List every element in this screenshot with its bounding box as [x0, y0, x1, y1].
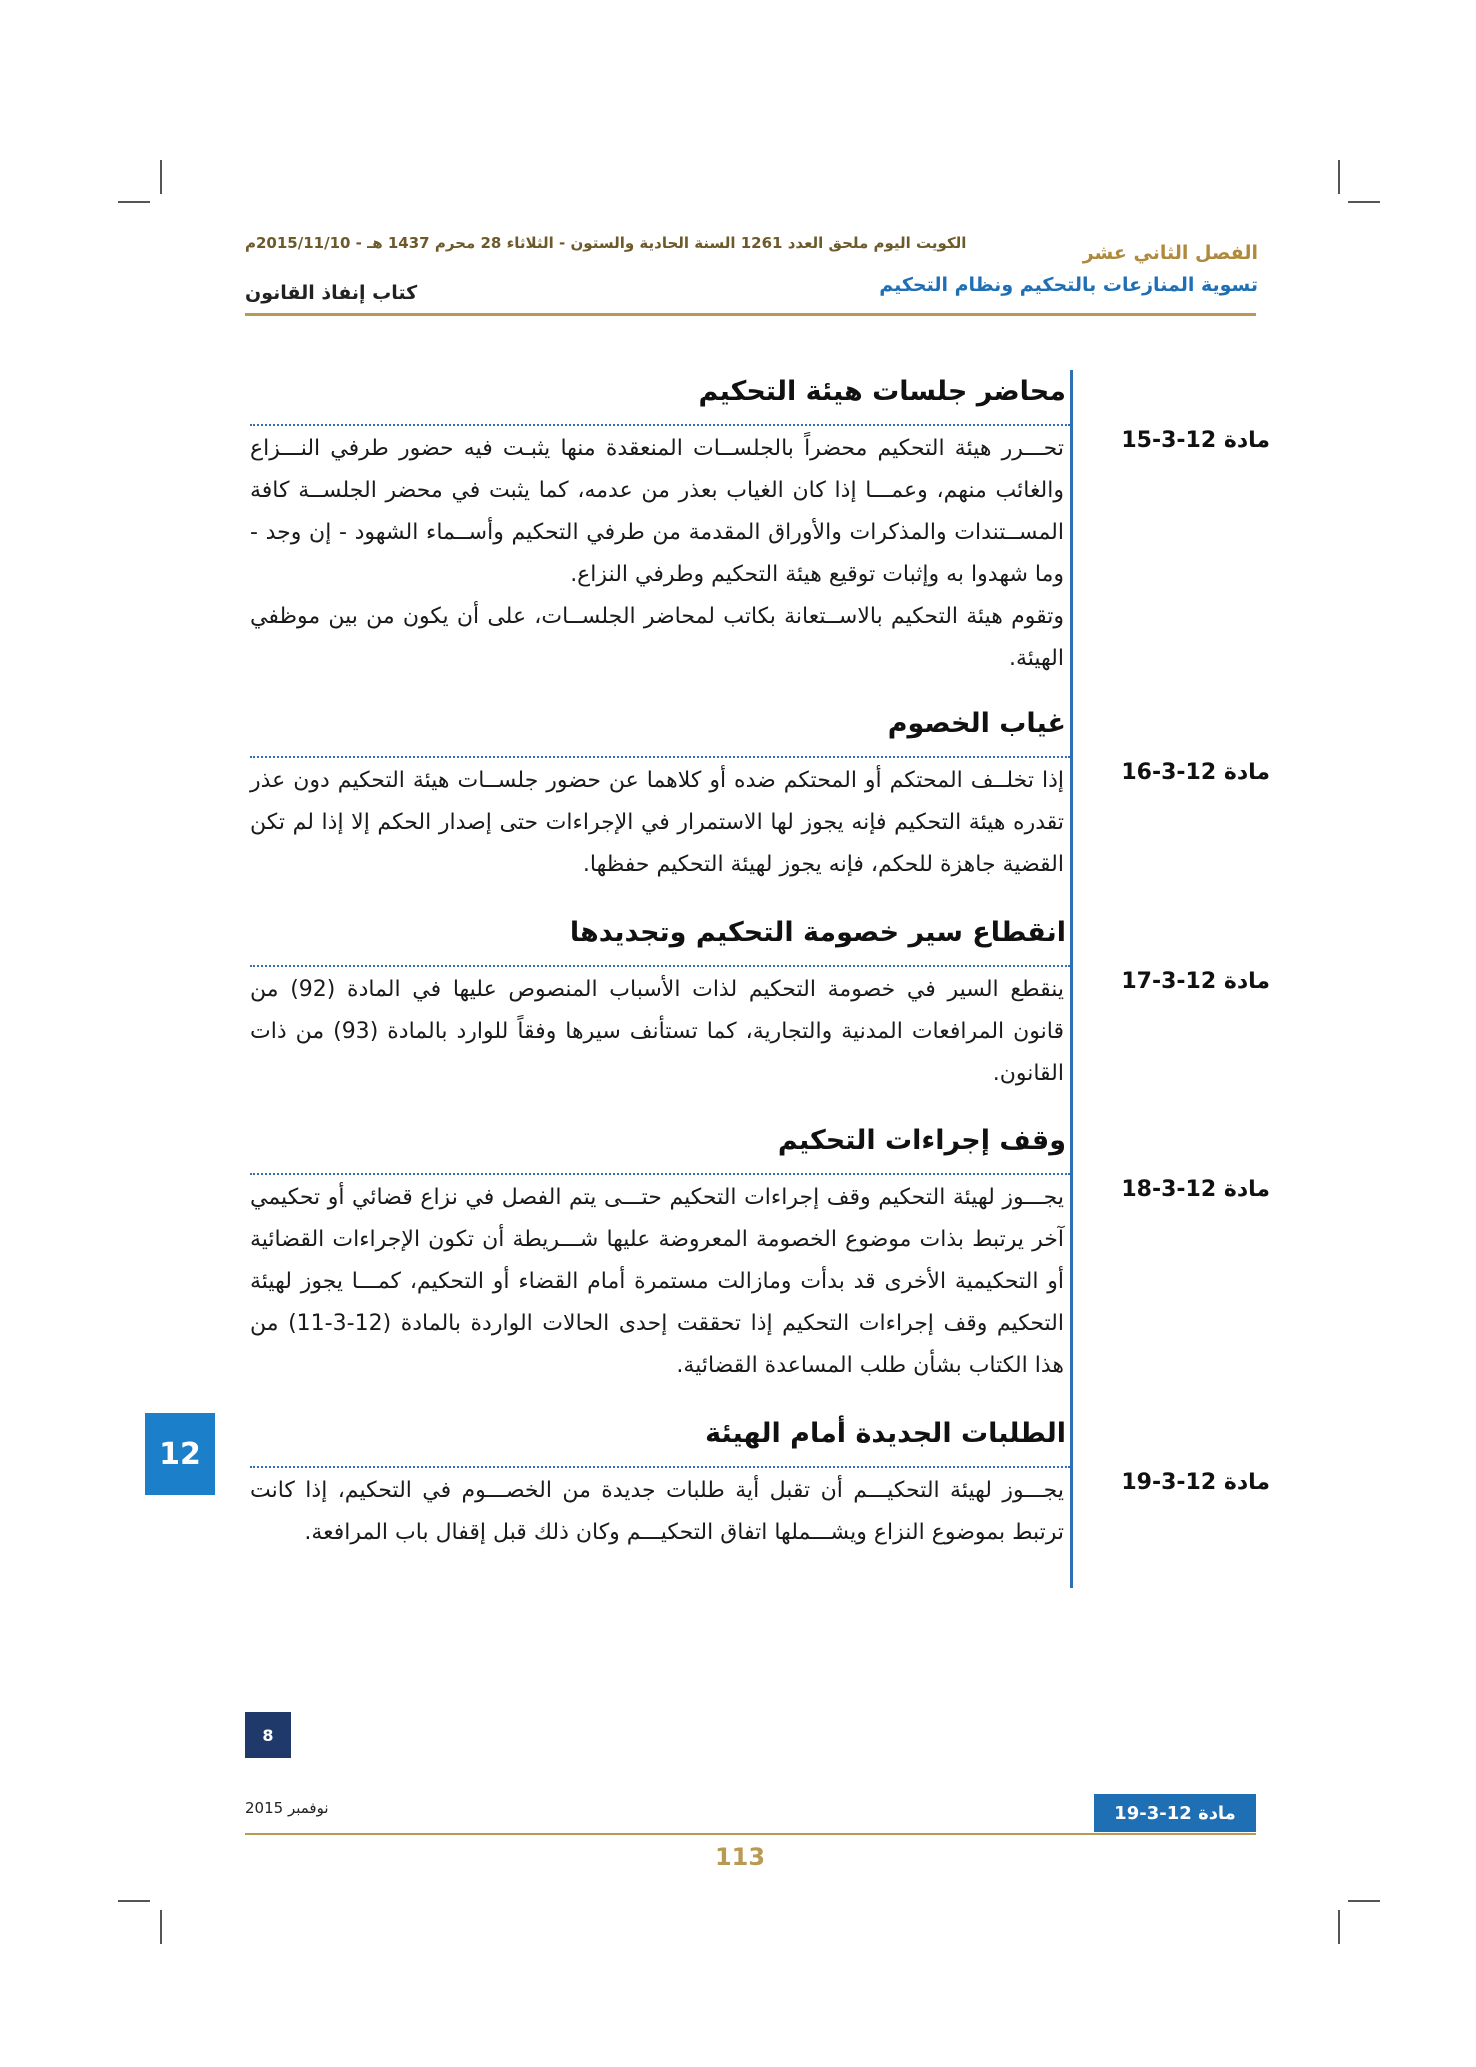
crop-mark	[160, 160, 162, 194]
article-number: مادة 12-3-18	[1121, 1177, 1270, 1202]
crop-mark	[160, 1910, 162, 1944]
dotted-divider	[250, 424, 1070, 426]
article-title: وقف إجراءات التحكيم	[777, 1125, 1066, 1156]
article-paragraph: يجـــوز لهيئة التحكيـــم أن تقبل أية طلبات جديدة من الخصـــوم في التحكيم، إذا كانت ترتبط بموضوع النزاع ويشـــملها اتفاق التحكيـــم وكان ذلك قبل إقفال باب المرافعة.	[250, 1478, 1064, 1545]
dotted-divider	[250, 965, 1070, 967]
article-body	[250, 969, 1064, 1095]
article-section	[250, 917, 1270, 1092]
gazette-reference: الكويت اليوم ملحق العدد 1261 السنة الحادية والستون - الثلاثاء 28 محرم 1437 هـ - 2015/11/10م	[245, 234, 967, 252]
article-title: الطلبات الجديدة أمام الهيئة	[705, 1418, 1066, 1449]
article-paragraph: ينقطع السير في خصومة التحكيم لذات الأسباب المنصوص عليها في المادة (92) من قانون المرافعات المدنية والتجارية، كما تستأنف سيرها وفقاً للوارد بالمادة (93) من ذات القانون.	[250, 977, 1064, 1086]
article-body	[250, 1177, 1064, 1387]
header-divider	[245, 313, 1256, 316]
article-title: محاضر جلسات هيئة التحكيم	[698, 376, 1066, 407]
crop-mark	[1348, 1900, 1380, 1902]
article-number: مادة 12-3-19	[1121, 1470, 1270, 1495]
article-section	[250, 708, 1270, 883]
article-body	[250, 1470, 1064, 1554]
section-page-number: 8	[245, 1712, 291, 1758]
article-title: غياب الخصوم	[887, 708, 1066, 739]
dotted-divider	[250, 1173, 1070, 1175]
footer-divider	[245, 1833, 1256, 1835]
footer-date: نوفمبر 2015	[245, 1799, 329, 1817]
crop-mark	[1338, 160, 1340, 194]
article-title: انقطاع سير خصومة التحكيم وتجديدها	[569, 917, 1066, 948]
crop-mark	[118, 201, 150, 203]
article-body	[250, 428, 1064, 680]
chapter-title: الفصل الثاني عشر	[1082, 242, 1258, 264]
article-paragraph: تحـــرر هيئة التحكيم محضراً بالجلســات المنعقدة منها يثبـت فيه حضور طرفي النـــزاع والغائب منهم، وعمـــا إذا كان الغياب بعذر من عدمه، كما يثبت في محضر الجلســة كافة المســتندات والمذكرات والأوراق المقدمة من طرفي التحكيم وأســماء الشهود - إن وجد - وما شهدوا به وإثبات توقيع هيئة التحكيم وطرفي النزاع.	[250, 436, 1064, 587]
article-section	[250, 1418, 1270, 1593]
crop-mark	[1338, 1910, 1340, 1944]
article-paragraph: إذا تخلــف المحتكم أو المحتكم ضده أو كلاهما عن حضور جلســات هيئة التحكيم دون عذر تقدره هيئة التحكيم فإنه يجوز لها الاستمرار في الإجراءات حتى إصدار الحكم إلا إذا لم تكن القضية جاهزة للحكم، فإنه يجوز لهيئة التحكيم حفظها.	[250, 768, 1064, 877]
article-paragraph: يجـــوز لهيئة التحكيم وقف إجراءات التحكيم حتـــى يتم الفصل في نزاع قضائي أو تحكيمي آخر يرتبط بذات موضوع الخصومة المعروضة عليها شـــريطة أن تكون الإجراءات القضائية أو التحكيمية الأخرى قد بدأت ومازالت مستمرة أمام القضاء أو التحكيم، كمـــا يجوز لهيئة التحكيم وقف إجراءات التحكيم إذا تحققت إحدى الحالات الواردة بالمادة (12-3-11) من هذا الكتاب بشأن طلب المساعدة القضائية.	[250, 1185, 1064, 1378]
article-paragraph: وتقوم هيئة التحكيم بالاســتعانة بكاتب لمحاضر الجلســات، على أن يكون من بين موظفي الهيئة.	[250, 604, 1064, 671]
chapter-tab: 12	[145, 1413, 215, 1495]
crop-mark	[1348, 201, 1380, 203]
article-section	[250, 1125, 1270, 1385]
article-section	[250, 376, 1270, 671]
book-title: كتاب إنفاذ القانون	[245, 282, 418, 304]
article-number: مادة 12-3-17	[1121, 969, 1270, 994]
dotted-divider	[250, 756, 1070, 758]
dotted-divider	[250, 1466, 1070, 1468]
chapter-subtitle: تسوية المنازعات بالتحكيم ونظام التحكيم	[879, 274, 1258, 296]
crop-mark	[118, 1900, 150, 1902]
article-number: مادة 12-3-16	[1121, 760, 1270, 785]
article-column-rule	[1070, 370, 1073, 1588]
article-number: مادة 12-3-15	[1121, 428, 1270, 453]
article-body	[250, 760, 1064, 886]
page-number: 113	[714, 1843, 766, 1871]
footer-article-reference: مادة 12-3-19	[1094, 1794, 1256, 1832]
